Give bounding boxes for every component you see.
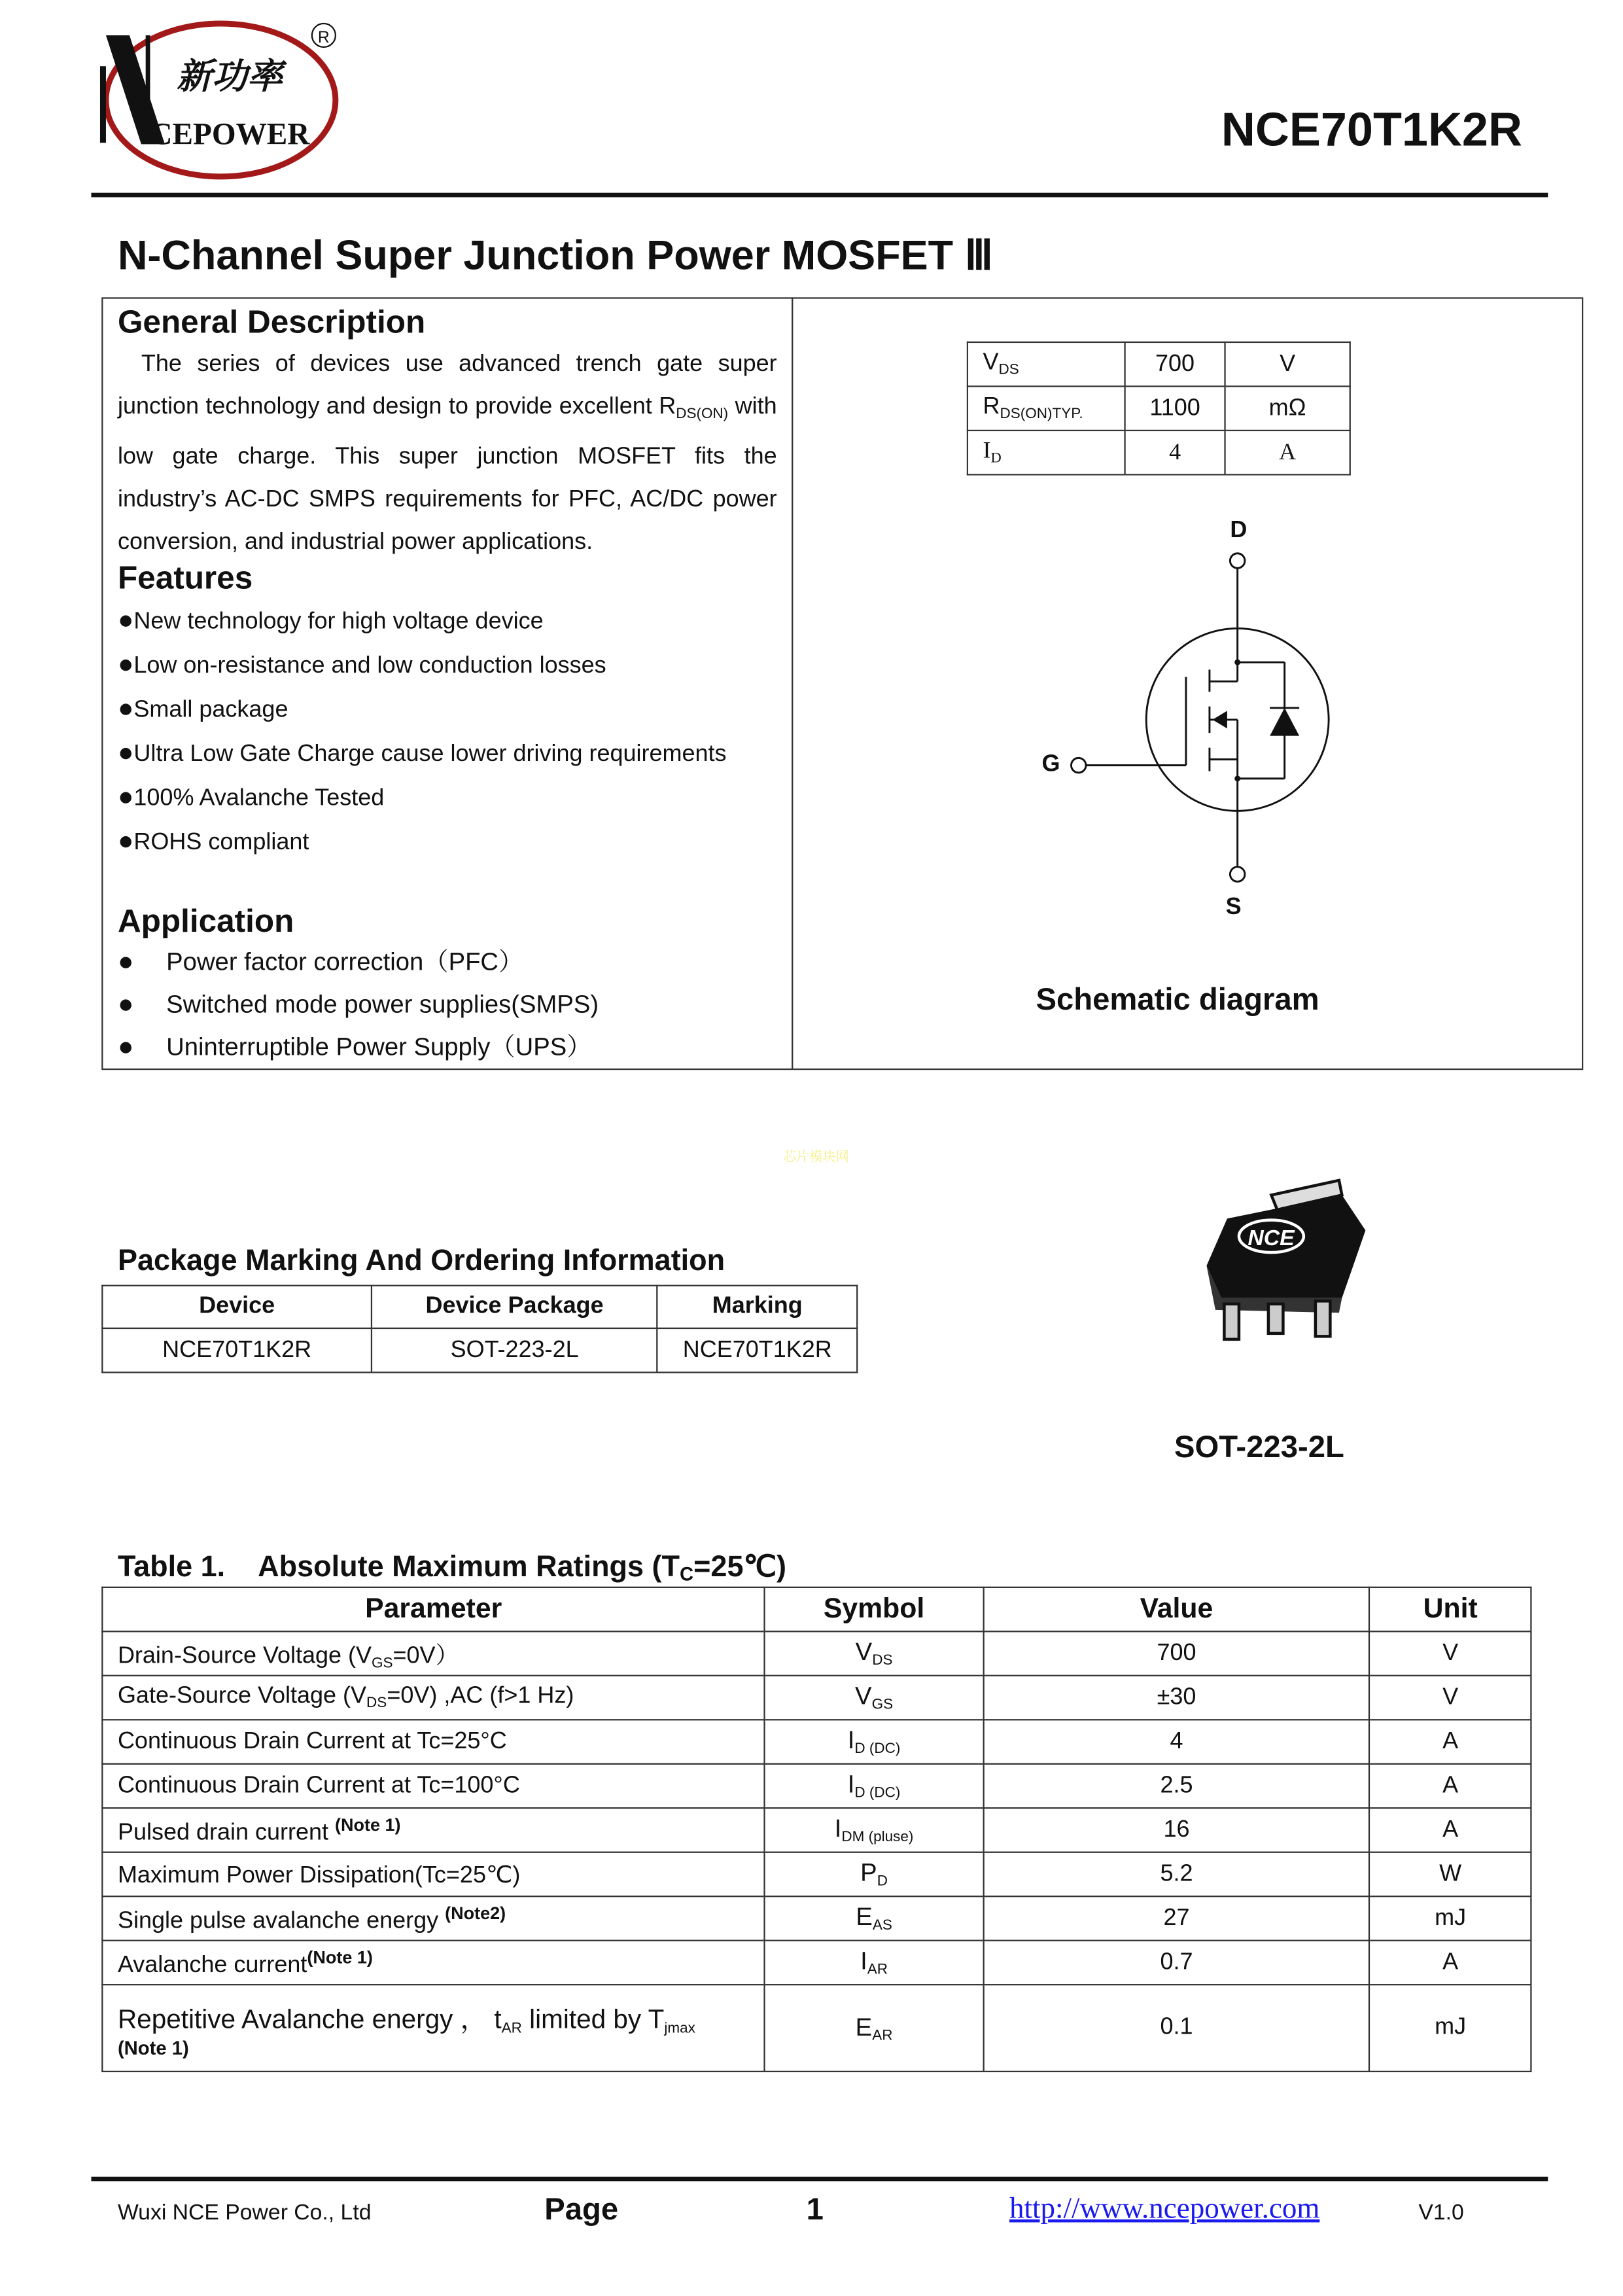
parameter-cell <box>102 1941 765 1985</box>
text-part: D <box>877 1873 888 1890</box>
schematic-caption: Schematic diagram <box>1036 983 1319 1017</box>
feature-item <box>118 820 727 864</box>
ratings-title <box>118 1548 786 1585</box>
note-label: (Note 1) <box>117 2036 189 2058</box>
symbol-sub: DS <box>998 362 1019 379</box>
application-text: Uninterruptible Power Supply（UPS） <box>166 1033 592 1061</box>
text-part: (Note 1) <box>307 1946 373 1968</box>
text-part: Single pulse avalanche energy <box>117 1908 445 1934</box>
text-part: Avalanche current <box>117 1952 307 1977</box>
unit-cell: A <box>1370 1764 1531 1808</box>
value-cell: 700 <box>983 1631 1370 1675</box>
symbol-cell <box>765 1720 983 1763</box>
application-item <box>118 940 599 983</box>
bullet-icon: ● <box>117 825 134 855</box>
bullet-icon: ● <box>117 781 134 811</box>
application-text: Power factor correction（PFC） <box>166 947 524 976</box>
text-part: AS <box>872 1917 892 1934</box>
gate-label: G <box>1041 752 1060 777</box>
symbol-main: I <box>983 438 991 464</box>
parameter-cell <box>102 1764 765 1808</box>
unit-cell: mJ <box>1370 1896 1531 1940</box>
ratings-row <box>102 1808 1531 1852</box>
mosfet-schematic <box>1030 515 1354 927</box>
symbol-cell <box>765 1676 983 1720</box>
text-part: I <box>847 1770 855 1799</box>
text-part: (Note2) <box>445 1902 506 1923</box>
parameter-cell <box>102 1676 765 1720</box>
ordering-header-cell: Device Package <box>372 1286 657 1328</box>
chip-logo-text: NCE <box>1248 1225 1295 1250</box>
text-part: DM (pluse) <box>841 1829 914 1846</box>
parameter-cell <box>102 1852 765 1896</box>
key-param-unit: V <box>1225 342 1350 386</box>
key-param-symbol <box>968 386 1125 430</box>
unit-cell: A <box>1370 1720 1531 1763</box>
text-part: Continuous Drain Current at Tc=100°C <box>117 1773 520 1798</box>
text-part: V <box>855 1638 873 1667</box>
text-part: GS <box>372 1655 393 1672</box>
ordering-row <box>102 1328 857 1372</box>
symbol-cell <box>765 1985 983 2072</box>
feature-item <box>118 775 727 819</box>
unit-cell: A <box>1370 1941 1531 1985</box>
text-part: E <box>855 2012 873 2041</box>
value-cell: 0.7 <box>983 1941 1370 1985</box>
text-part: limited by T <box>521 2004 665 2034</box>
key-param-symbol <box>968 342 1125 386</box>
ratings-title-suffix: =25℃) <box>693 1551 786 1584</box>
text-part: Drain-Source Voltage (V <box>117 1643 372 1669</box>
feature-text: Low on-resistance and low conduction losses <box>133 653 606 679</box>
key-param-value: 700 <box>1125 342 1225 386</box>
key-param-row <box>968 386 1350 430</box>
ratings-header-cell: Symbol <box>765 1587 983 1631</box>
value-cell: 16 <box>983 1808 1370 1852</box>
key-param-unit: mΩ <box>1225 386 1350 430</box>
parameter-cell <box>102 1985 765 2072</box>
parameter-cell <box>102 1808 765 1852</box>
bullet-icon: ● <box>117 648 134 679</box>
desc-part1: The series of devices use advanced trench gate super junction technology and design to provide excellent R <box>117 351 777 420</box>
application-item <box>118 983 599 1026</box>
feature-text: 100% Avalanche Tested <box>133 786 385 811</box>
package-caption: SOT-223-2L <box>1174 1430 1344 1465</box>
ratings-row <box>102 1631 1531 1675</box>
unit-cell: V <box>1370 1631 1531 1675</box>
parameter-cell <box>102 1631 765 1675</box>
ordering-cell: NCE70T1K2R <box>657 1328 857 1372</box>
text-part: DS <box>366 1695 387 1712</box>
desc-part2: with low gate charge. This super junction MOSFET fits the industry’s AC-DC SMPS requirements for PFC, AC/DC power conversion, and industrial power applications. <box>117 394 777 555</box>
drain-label: D <box>1230 518 1248 543</box>
features-list <box>118 599 727 864</box>
ordering-cell: SOT-223-2L <box>372 1328 657 1372</box>
application-heading: Application <box>117 902 294 940</box>
ratings-header-row <box>102 1587 1531 1631</box>
unit-cell: W <box>1370 1852 1531 1896</box>
value-cell: 4 <box>983 1720 1370 1763</box>
parameter-cell <box>102 1896 765 1940</box>
ratings-title-text: Absolute Maximum Ratings (T <box>258 1551 680 1584</box>
footer-divider <box>91 2177 1548 2181</box>
symbol-cell <box>765 1764 983 1808</box>
text-part: D (DC) <box>854 1740 901 1757</box>
symbol-sub: D <box>990 450 1002 467</box>
ratings-row <box>102 1896 1531 1940</box>
bullet-icon: ● <box>117 1031 134 1061</box>
ordering-cell: NCE70T1K2R <box>102 1328 372 1372</box>
text-part: =0V） <box>393 1643 459 1669</box>
ratings-row <box>102 1852 1531 1896</box>
feature-text: ROHS compliant <box>133 830 309 855</box>
unit-cell: mJ <box>1370 1985 1531 2072</box>
value-cell: 2.5 <box>983 1764 1370 1808</box>
text-part: Pulsed drain current <box>117 1820 336 1845</box>
text-part: V <box>855 1682 872 1710</box>
footer-website-link[interactable]: http://www.ncepower.com <box>1009 2193 1320 2225</box>
value-cell: 5.2 <box>983 1852 1370 1896</box>
ratings-title-prefix: Table 1. <box>117 1551 226 1584</box>
text-part: (Note 1) <box>335 1814 401 1835</box>
feature-item <box>118 599 727 643</box>
ratings-row <box>102 1985 1531 2072</box>
text-part: AR <box>872 2027 893 2044</box>
value-cell: ±30 <box>983 1676 1370 1720</box>
text-part: I <box>847 1726 855 1755</box>
general-description-heading: General Description <box>117 303 426 340</box>
footer-version: V1.0 <box>1418 2200 1464 2225</box>
key-param-unit: A <box>1225 431 1350 474</box>
unit-cell: V <box>1370 1676 1531 1720</box>
symbol-cell <box>765 1852 983 1896</box>
bullet-icon: ● <box>117 946 134 976</box>
key-param-row <box>968 342 1350 386</box>
text-part: jmax <box>664 2020 695 2036</box>
page-title: N-Channel Super Junction Power MOSFET Ⅲ <box>117 232 994 279</box>
source-label: S <box>1225 894 1242 920</box>
absolute-maximum-ratings-table <box>101 1587 1531 2072</box>
ratings-header-cell: Unit <box>1370 1587 1531 1631</box>
overview-divider <box>792 297 793 1069</box>
feature-item <box>118 732 727 775</box>
svg-text:新功率: 新功率 <box>176 55 283 97</box>
ratings-row <box>102 1676 1531 1720</box>
svg-text:R: R <box>317 29 330 47</box>
text-part: Gate-Source Voltage (V <box>117 1684 367 1709</box>
text-part: Continuous Drain Current at Tc=25°C <box>117 1728 507 1754</box>
symbol-main: V <box>983 350 999 376</box>
key-param-row <box>968 431 1350 474</box>
symbol-cell <box>765 1631 983 1675</box>
footer-page-number: 1 <box>806 2193 824 2227</box>
package-heading: Package Marking And Ordering Information <box>117 1245 725 1278</box>
text-part: AR <box>867 1962 888 1979</box>
bullet-icon: ● <box>117 605 134 635</box>
text-part: D (DC) <box>854 1785 901 1802</box>
company-logo <box>91 14 344 188</box>
header-divider <box>91 193 1548 198</box>
ratings-header-cell: Parameter <box>102 1587 765 1631</box>
ratings-row <box>102 1941 1531 1985</box>
text-part: E <box>856 1903 873 1932</box>
footer-company: Wuxi NCE Power Co., Ltd <box>117 2200 372 2225</box>
features-heading: Features <box>117 559 253 596</box>
text-part: I <box>834 1814 842 1843</box>
sot223-package-image <box>1195 1174 1371 1348</box>
ordering-header-cell: Device <box>102 1286 372 1328</box>
unit-cell: A <box>1370 1808 1531 1852</box>
text-part: AR <box>501 2020 522 2036</box>
symbol-main: R <box>983 394 1000 420</box>
ratings-header-cell: Value <box>983 1587 1370 1631</box>
ordering-table <box>101 1285 858 1373</box>
parameter-cell <box>102 1720 765 1763</box>
ordering-header-cell: Marking <box>657 1286 857 1328</box>
ratings-row <box>102 1720 1531 1763</box>
bullet-icon: ● <box>117 737 134 767</box>
bullet-icon: ● <box>117 989 134 1019</box>
value-cell: 27 <box>983 1896 1370 1940</box>
symbol-cell <box>765 1896 983 1940</box>
key-param-value: 4 <box>1125 431 1225 474</box>
desc-sub: DS(ON) <box>676 406 729 423</box>
text-part: =0V) ,AC (f>1 Hz) <box>387 1684 574 1709</box>
feature-item <box>118 643 727 687</box>
text-part: P <box>860 1858 877 1887</box>
key-param-value: 1100 <box>1125 386 1225 430</box>
text-part: GS <box>871 1697 894 1714</box>
application-text: Switched mode power supplies(SMPS) <box>166 990 599 1019</box>
text-part: Maximum Power Dissipation(Tc=25℃) <box>117 1862 521 1888</box>
symbol-cell <box>765 1941 983 1985</box>
footer-page-label: Page <box>544 2193 619 2227</box>
key-parameters-table <box>967 342 1351 476</box>
ratings-title-sub: C <box>680 1563 694 1585</box>
application-list <box>118 940 599 1069</box>
text-part: Repetitive Avalanche energy ， t <box>117 2004 502 2034</box>
symbol-cell <box>765 1808 983 1852</box>
bullet-icon: ● <box>117 693 134 723</box>
svg-text:CEPOWER: CEPOWER <box>150 117 310 152</box>
part-number: NCE70T1K2R <box>1221 103 1522 156</box>
feature-item <box>118 687 727 731</box>
ordering-header-row <box>102 1286 857 1328</box>
watermark: 芯片模块网 <box>782 1150 849 1166</box>
ratings-row <box>102 1764 1531 1808</box>
key-param-symbol <box>968 431 1125 474</box>
value-cell: 0.1 <box>983 1985 1370 2072</box>
text-part: DS <box>872 1652 893 1669</box>
text-part: I <box>860 1947 867 1975</box>
feature-text: Ultra Low Gate Charge cause lower driving requirements <box>133 741 727 767</box>
application-item <box>118 1026 599 1069</box>
symbol-sub: DS(ON)TYP. <box>1000 406 1083 423</box>
feature-text: Small package <box>133 698 288 723</box>
feature-text: New technology for high voltage device <box>133 609 544 635</box>
general-description-text <box>118 343 777 563</box>
